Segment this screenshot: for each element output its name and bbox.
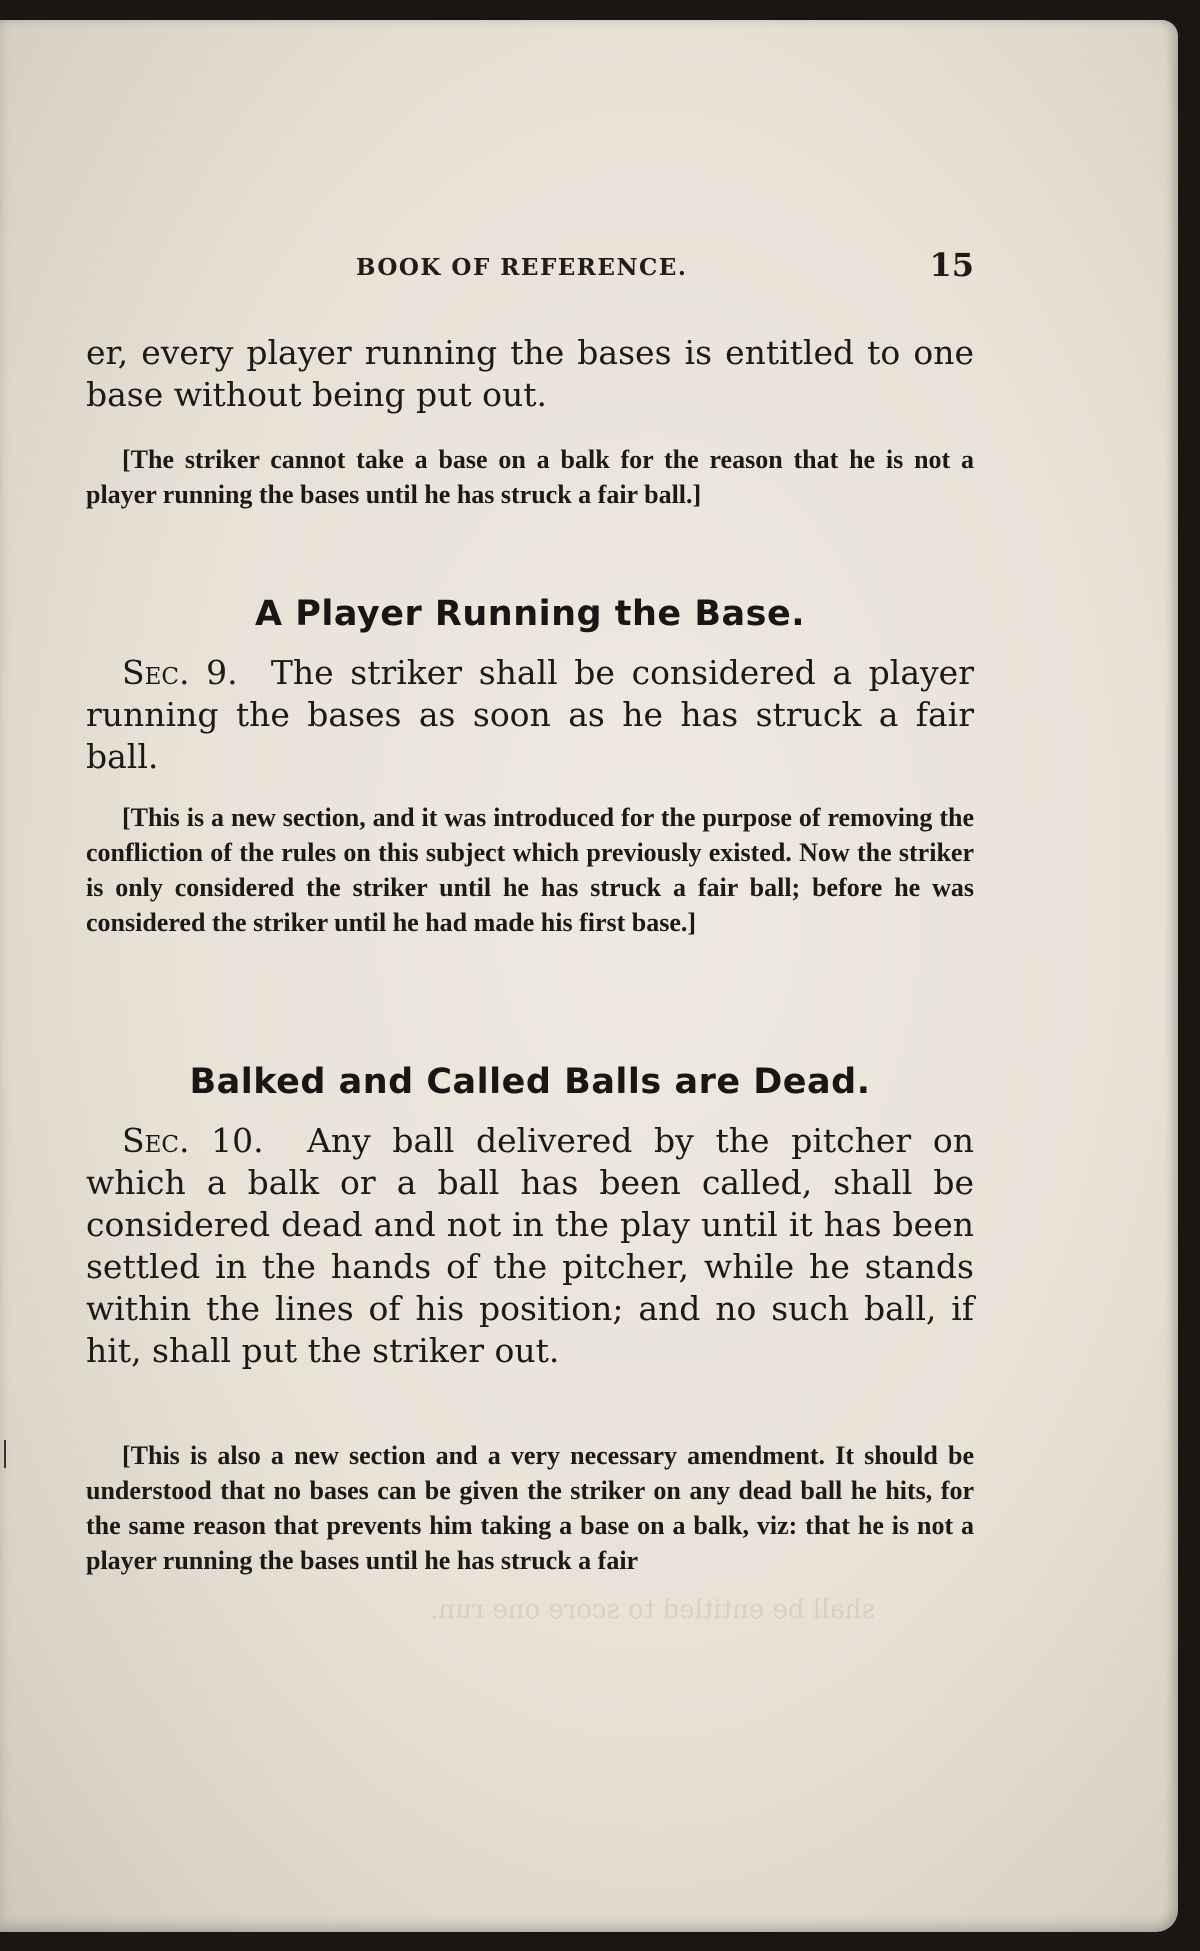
running-head: [86, 246, 974, 286]
note-amendment: [86, 1438, 974, 1578]
section-10-paragraph: [86, 1120, 974, 1372]
margin-mark: [4, 1440, 6, 1468]
note-balk-text: [The striker cannot take a base on a balk for the reason that he is not a player running the bases until he has struck a fair ball.]: [86, 445, 974, 509]
note-balk: [86, 442, 974, 512]
running-title: BOOK OF REFERENCE.: [356, 254, 688, 281]
section-10-text: Any ball delivered by the pitcher on which a balk or a ball has been called, shall be considered dead and not in the play until it has been settled in the hands of the pitcher, while he stands within the lines of his position; and no such ball, if hit, shall put the striker out.: [86, 1121, 974, 1370]
note-new-section: [86, 800, 974, 940]
section-9-text: The striker shall be considered a player running the bases as soon as he has struck a fair ball.: [86, 653, 974, 776]
heading-dead-balls: Balked and Called Balls are Dead.: [189, 1062, 871, 1102]
section-9: [86, 652, 974, 778]
section-10-label: Sec. 10.: [122, 1121, 264, 1160]
page-number: 15: [929, 246, 974, 284]
section-heading-player-running: [86, 592, 974, 636]
heading-player-running: A Player Running the Base.: [254, 594, 806, 634]
section-heading-dead-balls: [86, 1060, 974, 1104]
continuation-paragraph: [86, 332, 974, 416]
note-amendment-text: [This is also a new section and a very necessary amendment. It should be understood that no bases can be given the striker on any dead ball he hits, for the same reason that prevents him taking a base on a balk, viz: that he is not a player running the bases until he has struck a fair: [86, 1441, 974, 1575]
section-10: [86, 1120, 974, 1372]
note-new-section-text: [This is a new section, and it was introduced for the purpose of removing the confliction of the rules on this subject which previously existed. Now the striker is only considered the striker until he has struck a fair ball; before he was considered the striker until he had made his first base.]: [86, 803, 974, 937]
book-page: [0, 20, 1178, 1932]
section-9-label: Sec. 9.: [122, 653, 238, 692]
continuation-text: er, every player running the bases is entitled to one base without being put out.: [86, 333, 974, 414]
bleed-through-text: shall be entitled to score one run.: [430, 1595, 875, 1625]
section-9-paragraph: [86, 652, 974, 778]
